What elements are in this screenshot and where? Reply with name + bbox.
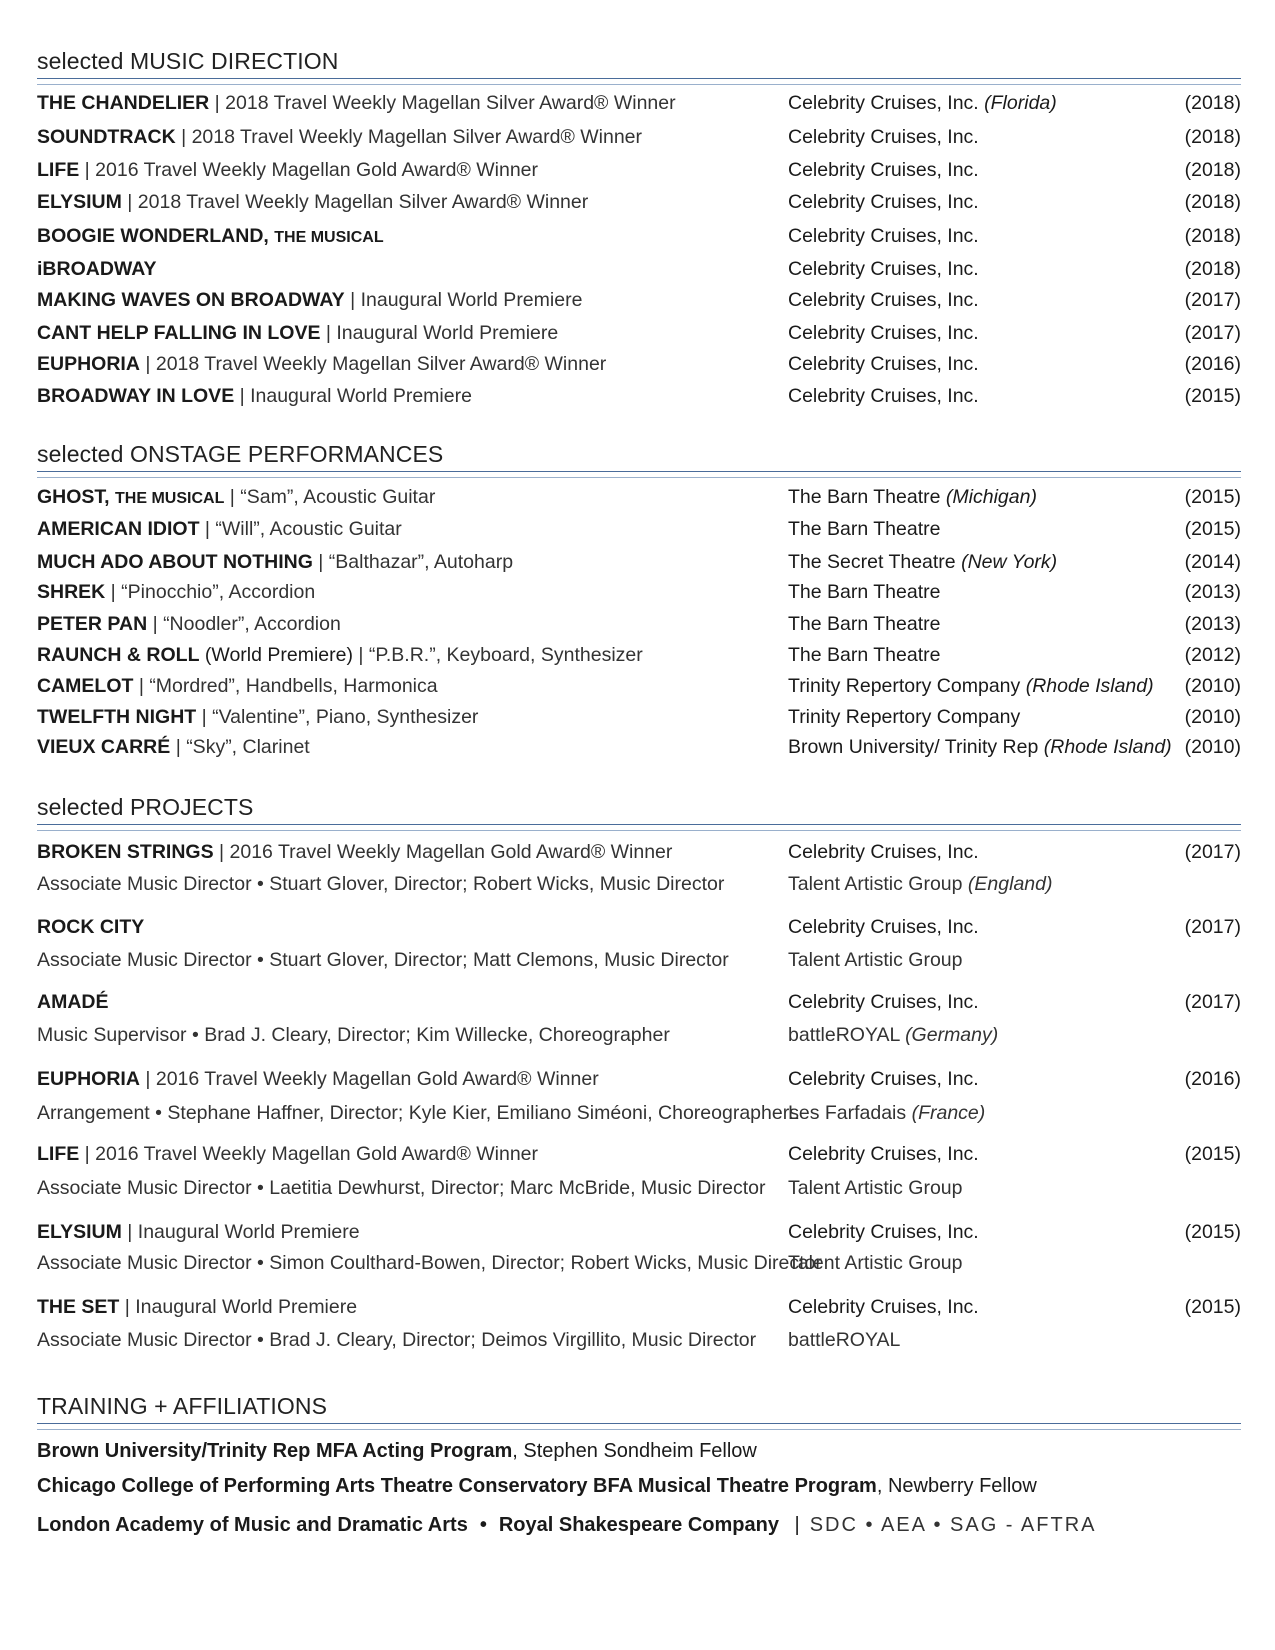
- show-title: iBROADWAY: [37, 258, 157, 280]
- pipe-separator: |: [352, 644, 369, 666]
- credits-cell: [37, 1329, 756, 1352]
- project-credits-row: [37, 1024, 1241, 1054]
- company-location: (Michigan): [945, 486, 1037, 508]
- year: (2018): [1184, 92, 1241, 114]
- show-note: (World Premiere): [204, 644, 353, 666]
- show-title: AMERICAN IDIOT: [37, 518, 200, 540]
- credit-title-cell: [37, 841, 672, 864]
- producer-location: (England): [967, 873, 1053, 895]
- credit-title-cell: [37, 613, 341, 636]
- year: (2018): [1184, 126, 1241, 148]
- credit-title-cell: [37, 258, 157, 281]
- credits-cell: [37, 949, 729, 972]
- bullet-separator: •: [251, 1329, 270, 1351]
- credit-title-cell: [37, 991, 109, 1014]
- credit-title-cell: [37, 916, 144, 939]
- year: (2010): [1184, 706, 1241, 728]
- training-line-3: [37, 1514, 1241, 1537]
- company-cell: [788, 644, 940, 667]
- credit-detail: 2016 Travel Weekly Magellan Gold Award® Winner: [229, 841, 673, 863]
- credit-title-cell: [37, 706, 478, 729]
- credit-title-cell: [37, 1221, 360, 1244]
- company-name: Celebrity Cruises, Inc.: [788, 1068, 979, 1090]
- affiliation: SAG - AFTRA: [950, 1514, 1097, 1536]
- credit-row: [37, 353, 1241, 383]
- producer-location: (France): [911, 1102, 986, 1124]
- credit-row: [37, 126, 1241, 156]
- company-location: (Florida): [984, 92, 1057, 114]
- year: (2018): [1184, 191, 1241, 213]
- year: (2015): [1184, 1221, 1241, 1243]
- section-projects: [37, 794, 1241, 821]
- project-row: [37, 1143, 1241, 1173]
- company-cell: [788, 706, 1020, 729]
- company-cell: [788, 258, 979, 281]
- show-title: ROCK CITY: [37, 916, 145, 938]
- company-name: The Barn Theatre: [788, 644, 941, 666]
- pipe-separator: |: [794, 1514, 800, 1536]
- show-title: LIFE: [37, 159, 80, 181]
- credits: Stuart Glover, Director; Robert Wicks, Music Director: [269, 873, 725, 895]
- company-cell: [788, 551, 1057, 574]
- company-cell: [788, 518, 940, 541]
- producer-cell: [788, 873, 1052, 896]
- company-name: Celebrity Cruises, Inc.: [788, 225, 979, 247]
- producer-cell: [788, 1024, 998, 1047]
- credit-title-cell: [37, 736, 310, 759]
- section-onstage: [37, 441, 1241, 468]
- year: (2014): [1184, 551, 1241, 573]
- credit-detail: 2016 Travel Weekly Magellan Gold Award® Winner: [95, 159, 539, 181]
- show-title: BROADWAY IN LOVE: [37, 385, 235, 407]
- credits-cell: [37, 1252, 822, 1275]
- producer-cell: [788, 1329, 900, 1352]
- show-title: PETER PAN: [37, 613, 148, 635]
- project-row: [37, 1296, 1241, 1326]
- producer-name: Talent Artistic Group: [788, 1177, 963, 1199]
- credit-detail: 2018 Travel Weekly Magellan Silver Award® Winner: [225, 92, 676, 114]
- year: (2012): [1184, 644, 1241, 666]
- role-instruments: “P.B.R.”, Keyboard, Synthesizer: [368, 644, 643, 666]
- year: (2015): [1184, 1296, 1241, 1318]
- company-name: Celebrity Cruises, Inc.: [788, 841, 979, 863]
- pipe-separator: |: [119, 1296, 136, 1318]
- company-cell: [788, 486, 1037, 509]
- pipe-separator: |: [139, 1068, 156, 1090]
- company-cell: [788, 322, 979, 345]
- credit-detail: Inaugural World Premiere: [360, 289, 583, 311]
- company-name: The Secret Theatre: [788, 551, 956, 573]
- year: (2015): [1184, 486, 1241, 508]
- credits-cell: [37, 1024, 670, 1047]
- credit-row: [37, 644, 1241, 674]
- project-row: [37, 1221, 1241, 1251]
- role-instruments: “Noodler”, Accordion: [163, 613, 341, 635]
- year: (2016): [1184, 353, 1241, 375]
- company-name: Celebrity Cruises, Inc.: [788, 1221, 979, 1243]
- credit-row: [37, 289, 1241, 319]
- credit-detail: 2016 Travel Weekly Magellan Gold Award® Winner: [95, 1143, 539, 1165]
- company-name: Celebrity Cruises, Inc.: [788, 126, 979, 148]
- position: Associate Music Director: [37, 1329, 252, 1351]
- company-cell: [788, 675, 1154, 698]
- section-title: TRAINING + AFFILIATIONS: [37, 1393, 328, 1419]
- year: (2015): [1184, 518, 1241, 540]
- credits: Brad J. Cleary, Director; Deimos Virgillito, Music Director: [269, 1329, 757, 1351]
- project-row: [37, 841, 1241, 871]
- credit-title-cell: [37, 385, 472, 408]
- show-title: EUPHORIA: [37, 353, 140, 375]
- credit-title-cell: [37, 191, 588, 214]
- bullet-separator: •: [186, 1024, 205, 1046]
- credit-title-cell: [37, 1296, 357, 1319]
- credit-row: [37, 551, 1241, 581]
- producer-name: Talent Artistic Group: [788, 949, 963, 971]
- company-name: The Barn Theatre: [788, 581, 941, 603]
- year: (2016): [1184, 1068, 1241, 1090]
- section-rule: [37, 824, 1241, 831]
- show-title: SHREK: [37, 581, 106, 603]
- year: (2017): [1184, 916, 1241, 938]
- credits: Simon Coulthard-Bowen, Director; Robert Wicks, Music Director: [269, 1252, 822, 1274]
- year: (2015): [1184, 385, 1241, 407]
- credit-title-cell: [37, 518, 402, 541]
- year: (2010): [1184, 736, 1241, 758]
- year: (2017): [1184, 289, 1241, 311]
- credit-title-cell: [37, 353, 606, 376]
- producer-cell: [788, 1252, 963, 1275]
- producer-name: Talent Artistic Group: [788, 873, 963, 895]
- pipe-separator: |: [170, 736, 187, 758]
- company-name: Celebrity Cruises, Inc.: [788, 1143, 979, 1165]
- producer-name: battleROYAL: [788, 1329, 901, 1351]
- company-cell: [788, 92, 1057, 115]
- credits-cell: [37, 1102, 799, 1125]
- project-credits-row: [37, 1177, 1241, 1207]
- credit-row: [37, 675, 1241, 705]
- section-rule: [37, 78, 1241, 85]
- credit-row: [37, 385, 1241, 415]
- show-title: VIEUX CARRÉ: [37, 736, 171, 758]
- show-subtitle: THE MUSICAL: [274, 229, 384, 246]
- company-cell: [788, 581, 940, 604]
- show-subtitle: THE MUSICAL: [115, 490, 225, 507]
- pipe-separator: |: [199, 518, 216, 540]
- show-title: BROKEN STRINGS: [37, 841, 214, 863]
- credit-row: [37, 613, 1241, 643]
- company-location: (Rhode Island): [1043, 736, 1172, 758]
- pipe-separator: |: [121, 1221, 138, 1243]
- role-instruments: “Pinocchio”, Accordion: [121, 581, 316, 603]
- company-cell: [788, 225, 979, 248]
- credit-detail: 2018 Travel Weekly Magellan Silver Award® Winner: [155, 353, 607, 375]
- company-name: Celebrity Cruises, Inc.: [788, 916, 979, 938]
- credit-title-cell: [37, 126, 642, 149]
- credit-title-cell: [37, 581, 315, 604]
- credit-row: [37, 581, 1241, 611]
- pipe-separator: |: [224, 486, 241, 508]
- pipe-separator: |: [209, 92, 226, 114]
- company-cell: [788, 385, 979, 408]
- pipe-separator: |: [133, 675, 150, 697]
- company-cell: [788, 353, 979, 376]
- section-rule: [37, 1423, 1241, 1430]
- show-title: GHOST,: [37, 486, 110, 508]
- company-name: The Barn Theatre: [788, 518, 941, 540]
- company-name: Celebrity Cruises, Inc.: [788, 92, 979, 114]
- section-title: selected ONSTAGE PERFORMANCES: [37, 441, 444, 467]
- show-title: ELYSIUM: [37, 1221, 122, 1243]
- producer-name: battleROYAL: [788, 1024, 900, 1046]
- producer-location: (Germany): [905, 1024, 999, 1046]
- company-cell: [788, 289, 979, 312]
- position: Music Supervisor: [37, 1024, 187, 1046]
- pipe-separator: |: [105, 581, 122, 603]
- company-cell: [788, 613, 940, 636]
- company-cell: [788, 159, 979, 182]
- affiliation: AEA: [880, 1514, 926, 1536]
- producer-cell: [788, 1177, 963, 1200]
- role-instruments: “Balthazar”, Autoharp: [328, 551, 514, 573]
- year: (2017): [1184, 322, 1241, 344]
- section-training: [37, 1393, 1241, 1420]
- year: (2018): [1184, 225, 1241, 247]
- show-title: LIFE: [37, 1143, 80, 1165]
- position: Associate Music Director: [37, 949, 252, 971]
- show-title: RAUNCH & ROLL: [37, 644, 200, 666]
- year: (2013): [1184, 581, 1241, 603]
- show-title: CAMELOT: [37, 675, 134, 697]
- show-title: ELYSIUM: [37, 191, 122, 213]
- credit-title-cell: [37, 486, 435, 509]
- project-row: [37, 916, 1241, 946]
- company-name: Celebrity Cruises, Inc.: [788, 322, 979, 344]
- pipe-separator: |: [175, 126, 192, 148]
- section-rule: [37, 471, 1241, 478]
- credit-row: [37, 191, 1241, 221]
- role-instruments: “Mordred”, Handbells, Harmonica: [149, 675, 438, 697]
- credit-title-cell: [37, 322, 558, 345]
- credit-title-cell: [37, 675, 438, 698]
- year: (2017): [1184, 991, 1241, 1013]
- show-title: SOUNDTRACK: [37, 126, 176, 148]
- pipe-separator: |: [196, 706, 213, 728]
- role-instruments: “Sky”, Clarinet: [186, 736, 310, 758]
- credit-title-cell: [37, 92, 676, 115]
- credit-title-cell: [37, 159, 538, 182]
- credit-detail: Inaugural World Premiere: [336, 322, 559, 344]
- company-name: Trinity Repertory Company: [788, 706, 1021, 728]
- year: (2018): [1184, 159, 1241, 181]
- company-name: The Barn Theatre: [788, 613, 941, 635]
- company-name: Celebrity Cruises, Inc.: [788, 191, 979, 213]
- role-instruments: “Valentine”, Piano, Synthesizer: [212, 706, 479, 728]
- company-name: The Barn Theatre: [788, 486, 941, 508]
- company-name: Celebrity Cruises, Inc.: [788, 1296, 979, 1318]
- company-name: Trinity Repertory Company: [788, 675, 1021, 697]
- training-line-2: [37, 1475, 1241, 1498]
- credit-row: [37, 322, 1241, 352]
- credits: Laetitia Dewhurst, Director; Marc McBride, Music Director: [269, 1177, 766, 1199]
- affiliation: SDC: [809, 1514, 858, 1536]
- year: (2010): [1184, 675, 1241, 697]
- project-credits-row: [37, 1329, 1241, 1359]
- position: Associate Music Director: [37, 1177, 252, 1199]
- producer-cell: [788, 949, 963, 972]
- credits: Stephane Haffner, Director; Kyle Kier, Emiliano Siméoni, Choreographers: [167, 1102, 799, 1124]
- pipe-separator: |: [320, 322, 337, 344]
- show-title: MAKING WAVES ON BROADWAY: [37, 289, 345, 311]
- show-title: CANT HELP FALLING IN LOVE: [37, 322, 321, 344]
- credit-row: [37, 518, 1241, 548]
- pipe-separator: |: [121, 191, 138, 213]
- show-title: EUPHORIA: [37, 1068, 140, 1090]
- show-title: TWELFTH NIGHT: [37, 706, 197, 728]
- show-title: THE CHANDELIER: [37, 92, 210, 114]
- company-name: Brown University/ Trinity Rep: [788, 736, 1039, 758]
- year: (2017): [1184, 841, 1241, 863]
- credit-row: [37, 159, 1241, 189]
- year: (2018): [1184, 258, 1241, 280]
- credit-title-cell: [37, 551, 513, 574]
- show-title: MUCH ADO ABOUT NOTHING: [37, 551, 313, 573]
- bullet-separator: •: [251, 949, 270, 971]
- section-title: selected MUSIC DIRECTION: [37, 48, 339, 74]
- bullet-separator: •: [925, 1514, 951, 1536]
- pipe-separator: |: [79, 1143, 96, 1165]
- training-program: Brown University/Trinity Rep MFA Acting Program: [37, 1440, 513, 1462]
- credits: Stuart Glover, Director; Matt Clemons, Music Director: [269, 949, 729, 971]
- pipe-separator: |: [79, 159, 96, 181]
- bullet-separator: •: [479, 1514, 487, 1536]
- credit-detail: 2016 Travel Weekly Magellan Gold Award® Winner: [155, 1068, 599, 1090]
- credit-detail: Inaugural World Premiere: [137, 1221, 360, 1243]
- bullet-separator: •: [251, 1252, 270, 1274]
- credits-cell: [37, 1177, 766, 1200]
- position: Associate Music Director: [37, 1252, 252, 1274]
- credit-title-cell: [37, 225, 384, 248]
- bullet-separator: •: [149, 1102, 168, 1124]
- show-title: THE SET: [37, 1296, 120, 1318]
- position: Arrangement: [37, 1102, 150, 1124]
- year: (2015): [1184, 1143, 1241, 1165]
- pipe-separator: |: [312, 551, 329, 573]
- company-location: (Rhode Island): [1025, 675, 1154, 697]
- section-music-direction: [37, 48, 1241, 75]
- company-name: Celebrity Cruises, Inc.: [788, 991, 979, 1013]
- union-affiliations: [810, 1514, 1097, 1536]
- credit-detail: 2018 Travel Weekly Magellan Silver Award® Winner: [191, 126, 643, 148]
- role-instruments: “Sam”, Acoustic Guitar: [240, 486, 436, 508]
- position: Associate Music Director: [37, 873, 252, 895]
- training-school: Royal Shakespeare Company: [498, 1514, 779, 1536]
- pipe-separator: |: [234, 385, 251, 407]
- credit-row: [37, 92, 1241, 122]
- producer-cell: [788, 1102, 985, 1125]
- project-row: [37, 991, 1241, 1021]
- credit-title-cell: [37, 1068, 599, 1091]
- credit-title-cell: [37, 644, 643, 667]
- pipe-separator: |: [147, 613, 164, 635]
- company-name: Celebrity Cruises, Inc.: [788, 159, 979, 181]
- credits: Brad J. Cleary, Director; Kim Willecke, Choreographer: [204, 1024, 670, 1046]
- bullet-separator: •: [857, 1514, 881, 1536]
- pipe-separator: |: [213, 841, 230, 863]
- project-row: [37, 1068, 1241, 1098]
- producer-name: Les Farfadais: [788, 1102, 907, 1124]
- training-program: Chicago College of Performing Arts Theatre Conservatory BFA Musical Theatre Program: [37, 1475, 877, 1497]
- company-name: Celebrity Cruises, Inc.: [788, 289, 979, 311]
- role-instruments: “Will”, Acoustic Guitar: [215, 518, 402, 540]
- company-name: Celebrity Cruises, Inc.: [788, 353, 979, 375]
- credit-title-cell: [37, 289, 582, 312]
- show-title: BOOGIE WONDERLAND,: [37, 225, 269, 247]
- pipe-separator: |: [344, 289, 361, 311]
- bullet-separator: •: [251, 873, 270, 895]
- project-credits-row: [37, 1102, 1241, 1132]
- company-cell: [788, 126, 979, 149]
- company-location: (New York): [961, 551, 1058, 573]
- credit-detail: Inaugural World Premiere: [250, 385, 472, 407]
- training-honor: , Newberry Fellow: [876, 1475, 1037, 1497]
- training-school: London Academy of Music and Dramatic Arts: [37, 1514, 468, 1536]
- company-name: Celebrity Cruises, Inc.: [788, 258, 979, 280]
- bullet-separator: •: [251, 1177, 270, 1199]
- pipe-separator: |: [139, 353, 156, 375]
- credit-row: [37, 225, 1241, 255]
- company-cell: [788, 191, 979, 214]
- credit-row: [37, 258, 1241, 288]
- training-honor: , Stephen Sondheim Fellow: [512, 1440, 757, 1462]
- producer-name: Talent Artistic Group: [788, 1252, 963, 1274]
- company-cell: [788, 736, 1172, 759]
- credits-cell: [37, 873, 724, 896]
- company-name: Celebrity Cruises, Inc.: [788, 385, 979, 407]
- section-title: selected PROJECTS: [37, 794, 254, 820]
- project-credits-row: [37, 1252, 1241, 1282]
- credit-title-cell: [37, 1143, 538, 1166]
- project-credits-row: [37, 949, 1241, 979]
- credit-row: [37, 486, 1241, 516]
- credit-row: [37, 706, 1241, 736]
- project-credits-row: [37, 873, 1241, 903]
- training-line-1: [37, 1440, 1241, 1463]
- show-title: AMADÉ: [37, 991, 109, 1013]
- year: (2013): [1184, 613, 1241, 635]
- credit-detail: Inaugural World Premiere: [135, 1296, 358, 1318]
- credit-row: [37, 736, 1241, 766]
- credit-detail: 2018 Travel Weekly Magellan Silver Award® Winner: [137, 191, 589, 213]
